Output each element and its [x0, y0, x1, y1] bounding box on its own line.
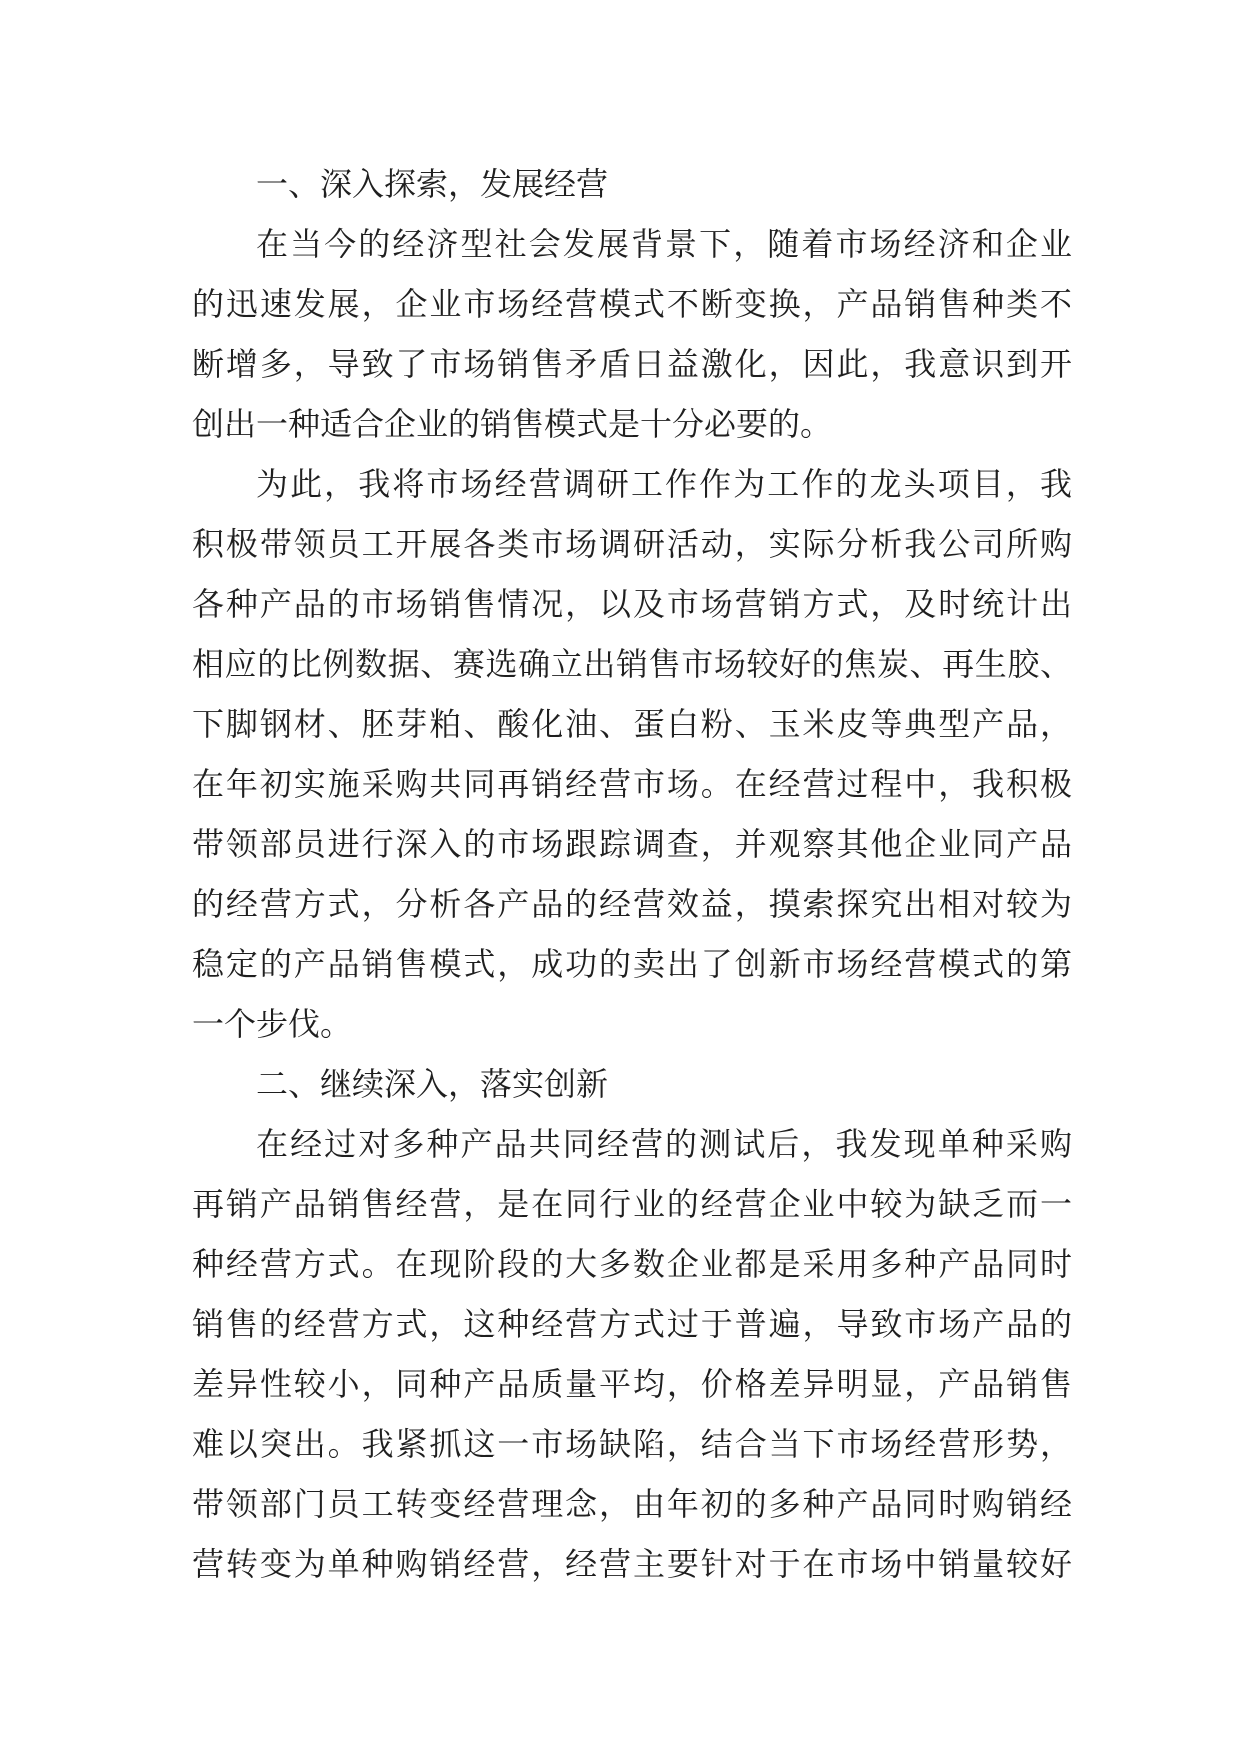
text-line: 各种产品的市场销售情况，以及市场营销方式，及时统计出: [192, 585, 1072, 623]
text-line: 带领部门员工转变经营理念，由年初的多种产品同时购销经: [192, 1485, 1072, 1523]
paragraph-start-line: 在经过对多种产品共同经营的测试后，我发现单种采购: [256, 1125, 1072, 1163]
paragraph-start-line: 二、继续深入，落实创新: [256, 1065, 609, 1103]
text-line: 的迅速发展，企业市场经营模式不断变换，产品销售种类不: [192, 285, 1072, 323]
text-line: 难以突出。我紧抓这一市场缺陷，结合当下市场经营形势，: [192, 1425, 1072, 1463]
paragraph-start-line: 为此，我将市场经营调研工作作为工作的龙头项目，我: [256, 465, 1072, 503]
text-line: 带领部员进行深入的市场跟踪调查，并观察其他企业同产品: [192, 825, 1072, 863]
text-line: 种经营方式。在现阶段的大多数企业都是采用多种产品同时: [192, 1245, 1072, 1283]
document-body: [192, 154, 1072, 1594]
text-line: 营转变为单种购销经营，经营主要针对于在市场中销量较好: [192, 1545, 1072, 1583]
text-line: 在年初实施采购共同再销经营市场。在经营过程中，我积极: [192, 765, 1072, 803]
paragraph-start-line: 在当今的经济型社会发展背景下，随着市场经济和企业: [256, 225, 1072, 263]
text-line: 一个步伐。: [192, 1005, 353, 1043]
text-line: 相应的比例数据、赛选确立出销售市场较好的焦炭、再生胶、: [192, 645, 1072, 683]
text-line: 创出一种适合企业的销售模式是十分必要的。: [192, 405, 833, 443]
text-line: 再销产品销售经营，是在同行业的经营企业中较为缺乏而一: [192, 1185, 1072, 1223]
text-line: 积极带领员工开展各类市场调研活动，实际分析我公司所购: [192, 525, 1072, 563]
text-line: 差异性较小，同种产品质量平均，价格差异明显，产品销售: [192, 1365, 1072, 1403]
text-line: 销售的经营方式，这种经营方式过于普遍，导致市场产品的: [192, 1305, 1072, 1343]
paragraph-start-line: 一、深入探索，发展经营: [256, 165, 609, 203]
text-line: 稳定的产品销售模式，成功的卖出了创新市场经营模式的第: [192, 945, 1072, 983]
text-line: 下脚钢材、胚芽粕、酸化油、蛋白粉、玉米皮等典型产品，: [192, 705, 1072, 743]
text-line: 的经营方式，分析各产品的经营效益，摸索探究出相对较为: [192, 885, 1072, 923]
text-line: 断增多，导致了市场销售矛盾日益激化，因此，我意识到开: [192, 345, 1072, 383]
